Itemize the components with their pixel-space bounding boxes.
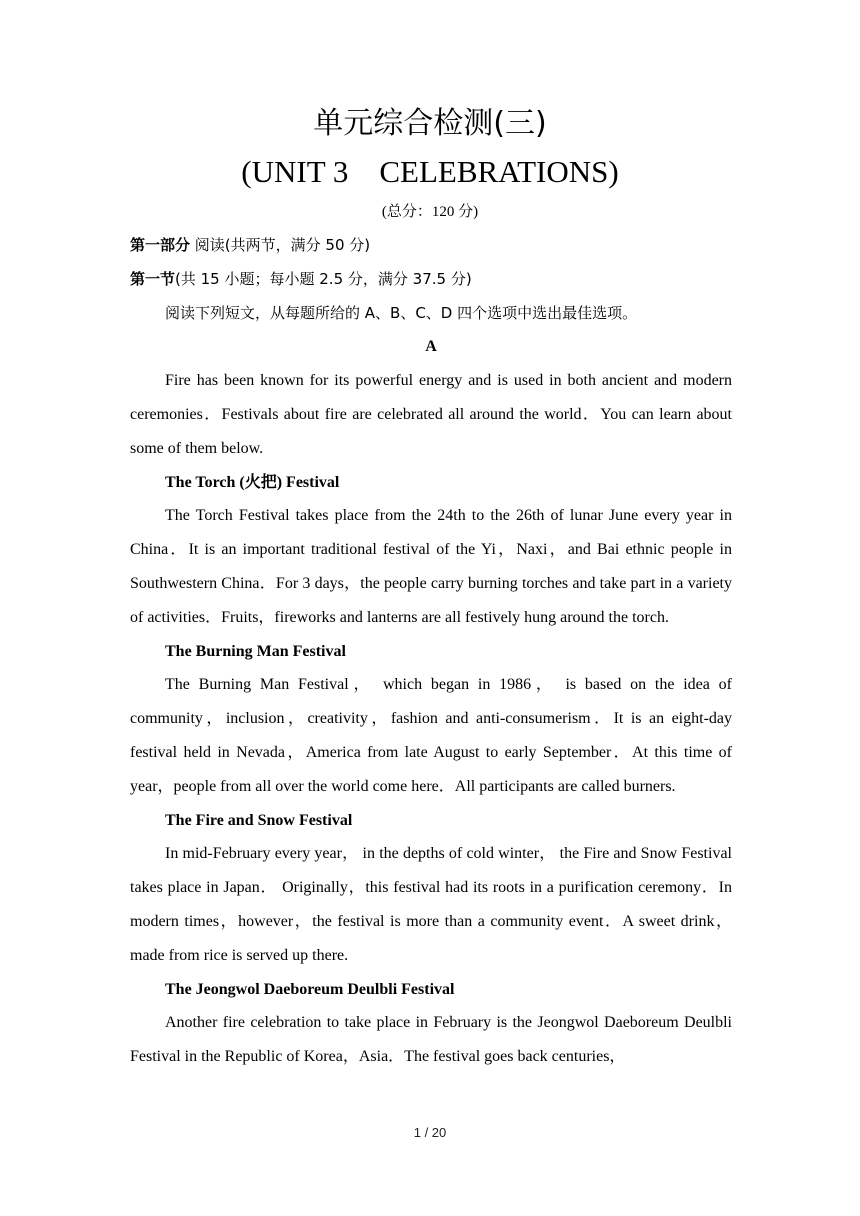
intro-paragraph: Fire has been known for its powerful energy and is used in both ancient and modern ceremonies．Festivals about fire are celebrated all around the world．You can learn about some of them below. — [130, 372, 732, 457]
page-subtitle: (UNIT 3 CELEBRATIONS) — [241, 154, 619, 189]
page-title: 单元综合检测(三) — [313, 106, 547, 141]
instruction: 阅读下列短文，从每题所给的 A、B、C、D 四个选项中选出最佳选项。 — [165, 303, 638, 322]
festival-heading: The Torch (火把) Festival — [165, 473, 340, 491]
section-detail: (共 15 小题；每小题 2.5 分，满分 37.5 分) — [175, 269, 472, 288]
part-heading: 第一部分 — [130, 236, 191, 254]
section-heading-line — [130, 263, 732, 297]
page-number: 1 / 20 — [413, 1125, 447, 1140]
festival-heading: The Burning Man Festival — [165, 642, 346, 660]
document-body — [130, 229, 732, 1074]
part-heading-line — [130, 229, 732, 263]
festival-paragraph: Another fire celebration to take place in February is the Jeongwol Daeboreum Deulbli Festival in the Republic of Korea，Asia．The festival goes back centuries， — [130, 1014, 732, 1066]
total-score: (总分：120 分) — [381, 204, 479, 220]
festival-heading: The Fire and Snow Festival — [165, 811, 353, 829]
festival-paragraph: In mid-February every year， in the depths of cold winter， the Fire and Snow Festival takes place in Japan． Originally，this festival had its roots in a purification ceremony．In modern times，however，the festival is more than a community event．A sweet drink，made from rice is served up there. — [130, 845, 732, 964]
festival-paragraph: The Burning Man Festival， which began in 1986， is based on the idea of community，inclusion，creativity，fashion and anti-consumerism．It is an eight-day festival held in Nevada，America from late August to early September．At this time of year，people from all over the world come here．All participants are called burners. — [130, 676, 732, 795]
passage-letter: A — [425, 338, 437, 356]
festival-heading: The Jeongwol Daeboreum Deulbli Festival — [165, 980, 455, 998]
festival-paragraph: The Torch Festival takes place from the 24th to the 26th of lunar June every year in China．It is an important traditional festival of the Yi，Naxi，and Bai ethnic people in Southwestern China．For 3 days，the people carry burning torches and take part in a variety of activities．Fruits，fireworks and lanterns are all festively hung around the torch. — [130, 507, 732, 626]
section-heading: 第一节 — [130, 269, 176, 288]
part-detail: 阅读(共两节，满分 50 分) — [190, 236, 371, 254]
